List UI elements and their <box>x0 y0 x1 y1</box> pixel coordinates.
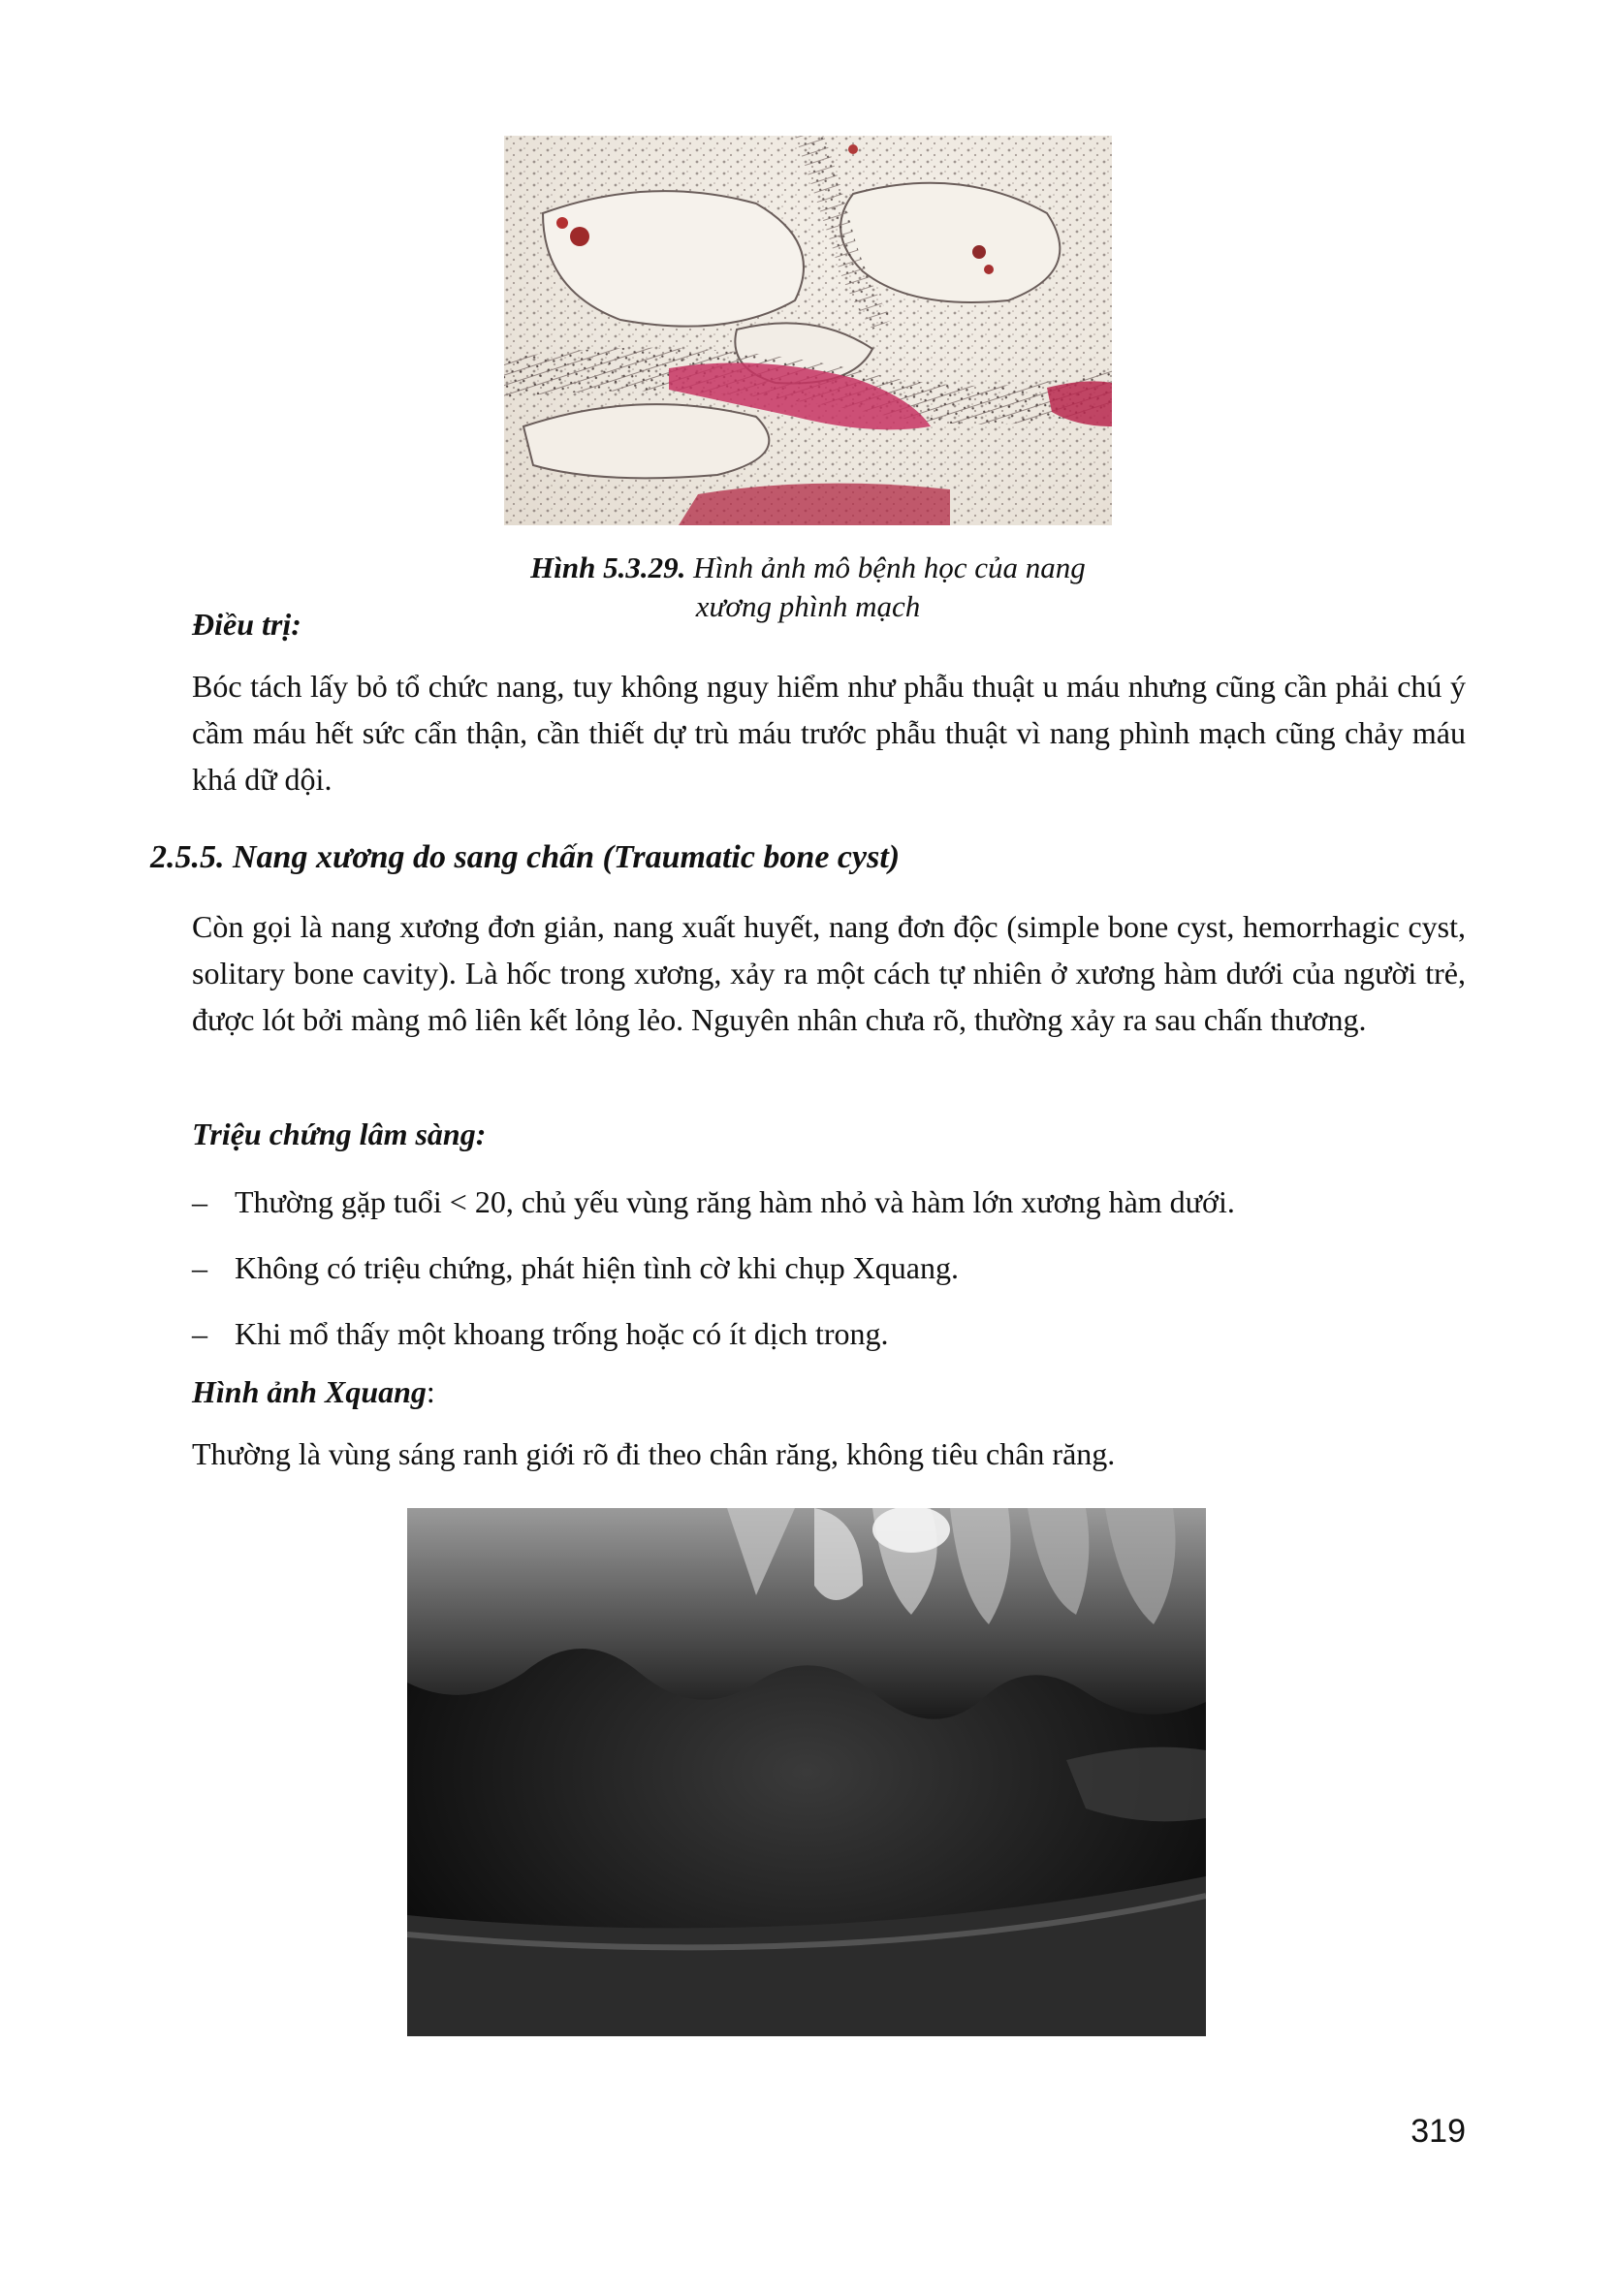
list-item <box>192 1314 1452 1353</box>
xray-image <box>407 1508 1206 2036</box>
treatment-paragraph: Bóc tách lấy bỏ tổ chức nang, tuy không nguy hiểm như phẫu thuật u máu nhưng cũng cần phải chú ý cầm máu hết sức cẩn thận, cần thiết dự trù máu trước phẫu thuật vì nang phình mạch cũng chảy máu khá dữ dội. <box>192 669 1466 797</box>
histology-image <box>504 136 1112 525</box>
section-intro-paragraph: Còn gọi là nang xương đơn giản, nang xuất huyết, nang đơn độc (simple bone cyst, hemorrhagic cyst, solitary bone cavity). Là hốc trong xương, xảy ra một cách tự nhiên ở xương hàm dưới của người trẻ, được lót bởi màng mô liên kết lỏng lẻo. Nguyên nhân chưa rõ, thường xảy ra sau chấn thương. <box>192 909 1466 1037</box>
xray-heading-colon: : <box>426 1374 435 1409</box>
list-item-text: Thường gặp tuổi < 20, chủ yếu vùng răng hàm nhỏ và hàm lớn xương hàm dưới. <box>235 1184 1235 1219</box>
xray-heading-text: Hình ảnh Xquang <box>192 1374 427 1409</box>
list-dash: – <box>192 1316 207 1351</box>
treatment-heading: Điều trị: <box>192 607 301 642</box>
list-dash: – <box>192 1184 207 1219</box>
page-number: 319 <box>1410 2113 1466 2150</box>
clinical-list <box>192 1182 1452 1380</box>
list-dash: – <box>192 1250 207 1285</box>
caption-text: Hình ảnh mô bệnh học của nang xương phình mạch <box>693 550 1086 623</box>
list-item <box>192 1182 1452 1221</box>
figure-caption <box>504 549 1112 626</box>
xray-heading <box>192 1374 435 1410</box>
list-item <box>192 1248 1452 1287</box>
section-title: 2.5.5. Nang xương do sang chấn (Traumatic bone cyst) <box>150 839 901 875</box>
list-item-text: Khi mổ thấy một khoang trống hoặc có ít dịch trong. <box>235 1316 889 1351</box>
xray-paragraph: Thường là vùng sáng ranh giới rõ đi theo chân răng, không tiêu chân răng. <box>192 1436 1116 1471</box>
list-item-text: Không có triệu chứng, phát hiện tình cờ khi chụp Xquang. <box>235 1250 959 1285</box>
caption-label: Hình 5.3.29. <box>530 550 686 584</box>
clinical-heading: Triệu chứng lâm sàng: <box>192 1117 487 1151</box>
